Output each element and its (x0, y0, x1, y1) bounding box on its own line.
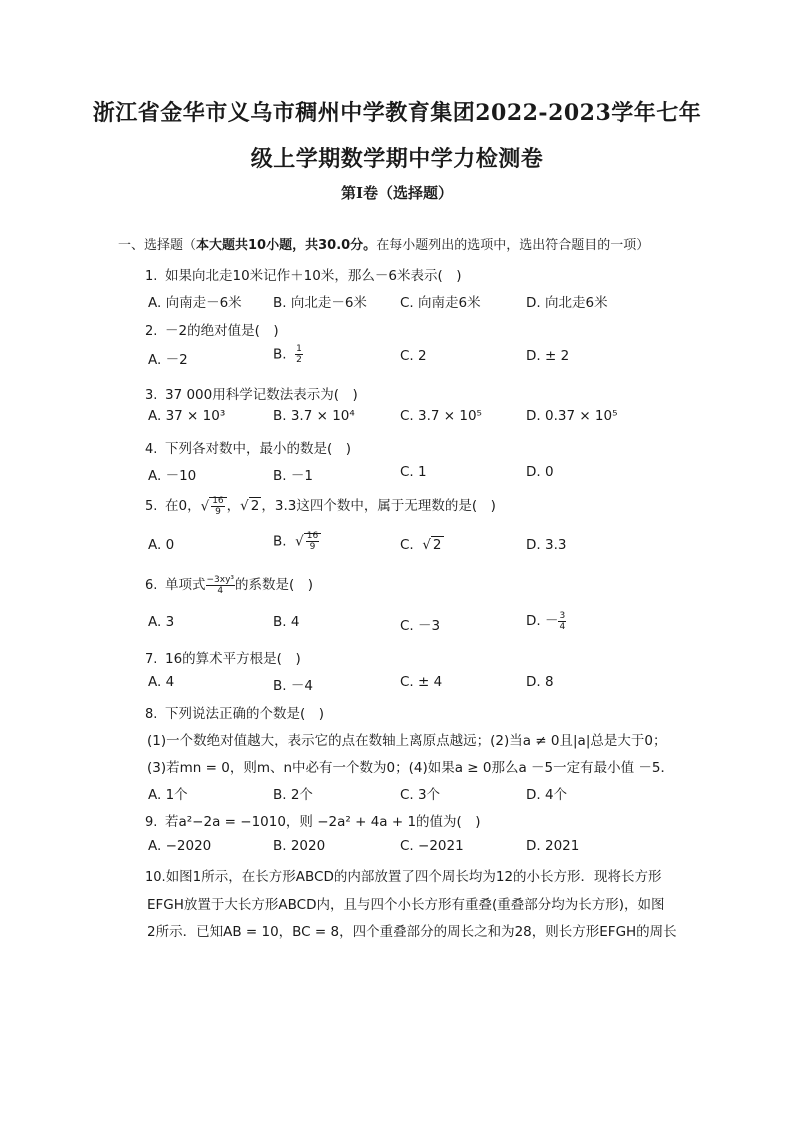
question-8 (145, 702, 324, 722)
option-c-label: C. (400, 537, 414, 553)
option-b (273, 531, 321, 552)
fraction (306, 531, 319, 552)
question-number: 8. (145, 707, 158, 722)
question-10-line: EFGH放置于大长方形ABCD内，且与四个小长方形有重叠(重叠部分均为长方形)，如图 (147, 897, 665, 913)
option-a: A. 0 (148, 537, 175, 553)
numerator: −3xy³ (206, 574, 235, 585)
question-stem-a: 在0， (165, 498, 201, 514)
option-c: C. 3个 (400, 787, 441, 803)
question-stem: 下列各对数中，最小的数是( ) (165, 441, 352, 457)
option-b: B. 向北走－6米 (273, 295, 367, 311)
option-c: C. 3.7 × 10⁵ (400, 408, 482, 424)
option-b: B. －4 (273, 678, 313, 694)
question-stem: －2的绝对值是( ) (165, 323, 279, 339)
option-d: D. 向北走6米 (526, 295, 608, 311)
question-9 (145, 810, 481, 830)
question-4 (145, 437, 351, 457)
document-title-line1: 浙江省金华市义乌市稠州中学教育集团2022-2023学年七年 (92, 100, 702, 126)
radicand: 2 (432, 537, 442, 553)
question-number: 9. (145, 815, 158, 830)
denominator: 9 (215, 506, 221, 517)
option-a: A. −2020 (148, 838, 212, 854)
sqrt-two: √ 2 (422, 537, 442, 553)
option-d: D. 2021 (526, 838, 580, 854)
sqrt-two: √ 2 (240, 498, 260, 514)
question-10-line: 2所示．已知AB = 10，BC = 8，四个重叠部分的周长之和为28，则长方形EFGH的周长 (147, 924, 677, 940)
option-c: C. 向南走6米 (400, 295, 481, 311)
section-heading (118, 234, 649, 253)
sqrt-fraction: √ $\frac{16}{9}$ (295, 531, 321, 552)
question-2 (145, 319, 279, 339)
sqrt-fraction: √ $\frac{16}{9}$ (201, 496, 227, 517)
question-number: 1. (145, 269, 158, 284)
question-5 (145, 494, 496, 517)
question-stem: 16的算术平方根是( ) (165, 651, 301, 667)
question-stem-b: ， (226, 498, 241, 514)
fraction (211, 496, 224, 517)
question-number: 3. (145, 388, 158, 403)
option-a: A. 3 (148, 614, 175, 630)
question-stem-c: 的系数是( ) (235, 577, 314, 593)
option-d (526, 609, 566, 632)
option-d: D. ± 2 (526, 348, 570, 364)
question-number: 5. (145, 499, 158, 514)
numerator: 3 (559, 610, 566, 621)
section-bold: 本大题共10小题，共30.0分。 (196, 238, 377, 253)
option-d: D. 8 (526, 674, 554, 690)
radicand: 2 (250, 498, 260, 514)
option-b-label: B. (273, 533, 287, 550)
option-b: B. 3.7 × 10⁴ (273, 408, 355, 424)
option-a: A. 向南走－6米 (148, 295, 242, 311)
question-8-statement-line: (1)一个数绝对值越大，表示它的点在数轴上离原点越远；(2)当a ≠ 0且|a|总是大于0； (147, 733, 667, 749)
denominator: 4 (559, 621, 566, 632)
document-subtitle: 第Ⅰ卷（选择题） (340, 184, 454, 202)
option-a: A. 1个 (148, 787, 188, 803)
option-b: B. 4 (273, 614, 300, 630)
option-c: C. －3 (400, 618, 441, 634)
option-a: A. －10 (148, 468, 197, 484)
fraction (206, 575, 236, 596)
question-stem: 若a²−2a = −1010，则 −2a² + 4a + 1的值为( ) (165, 814, 481, 830)
question-stem: 37 000用科学记数法表示为( ) (165, 387, 358, 403)
option-c: C. ± 4 (400, 674, 443, 690)
question-number: 2. (145, 324, 158, 339)
option-d-label: D. － (526, 613, 559, 629)
question-number: 10. (145, 870, 166, 885)
denominator: 9 (309, 542, 316, 552)
option-b: B. 2个 (273, 787, 313, 803)
option-d: D. 4个 (526, 787, 568, 803)
section-suffix: 在每小题列出的选项中，选出符合题目的一项） (376, 238, 650, 253)
question-stem-c: ，3.3这四个数中，属于无理数的是( ) (261, 498, 496, 514)
option-b-label: B. (273, 346, 287, 363)
document-title-line2: 级上学期数学期中学力检测卷 (250, 146, 544, 172)
option-d: D. 3.3 (526, 537, 567, 553)
numerator: 16 (212, 495, 224, 506)
option-b (273, 344, 303, 365)
question-10-line: 如图1所示，在长方形ABCD的内部放置了四个周长均为12的小长方形．现将长方形 (165, 869, 662, 885)
question-1 (145, 264, 461, 284)
question-7 (145, 647, 301, 667)
option-c (400, 537, 444, 553)
denominator: 2 (296, 355, 302, 365)
option-d: D. 0.37 × 10⁵ (526, 408, 618, 424)
question-stem: 下列说法正确的个数是( ) (165, 706, 325, 722)
option-d: D. 0 (526, 464, 554, 480)
question-number: 7. (145, 652, 158, 667)
question-6 (145, 573, 313, 596)
option-c: C. 1 (400, 464, 427, 480)
option-c: C. −2021 (400, 838, 464, 854)
fraction (558, 611, 566, 632)
denominator: 4 (217, 585, 224, 596)
question-10 (145, 865, 662, 885)
option-b: B. －1 (273, 468, 313, 484)
fraction (295, 344, 303, 365)
section-prefix: 一、选择题（ (118, 238, 197, 253)
option-c: C. 2 (400, 348, 427, 364)
numerator: 1 (296, 344, 302, 354)
question-number: 6. (145, 578, 158, 593)
numerator: 16 (306, 531, 319, 541)
option-b: B. 2020 (273, 838, 326, 854)
question-number: 4. (145, 442, 158, 457)
option-a: A. 4 (148, 674, 175, 690)
option-a: A. －2 (148, 352, 188, 368)
question-stem: 如果向北走10米记作＋10米，那么－6米表示( ) (165, 268, 462, 284)
option-a: A. 37 × 10³ (148, 408, 226, 424)
question-3 (145, 383, 358, 403)
question-8-statement-line: (3)若mn = 0，则m、n中必有一个数为0；(4)如果a ≥ 0那么a －5一定有最小值 －5． (147, 760, 675, 776)
question-stem-a: 单项式 (165, 577, 206, 593)
